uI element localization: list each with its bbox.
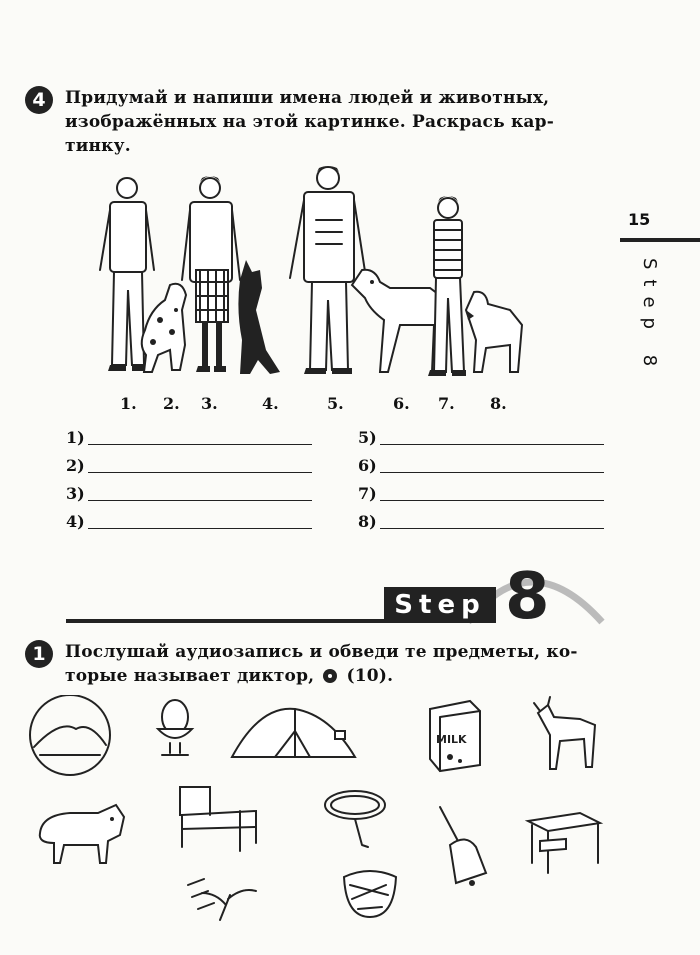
answer-number: 1): [66, 428, 85, 447]
people-and-dogs-illustration: [90, 160, 530, 390]
page-number: 15: [628, 210, 651, 229]
answer-number: 5): [358, 428, 377, 447]
exercise-1-instruction: [65, 640, 610, 688]
step-banner-label: Step: [384, 587, 496, 623]
milk-icon: [430, 701, 480, 771]
answer-line-7[interactable]: [358, 484, 377, 503]
instruction-line: тинку.: [65, 136, 131, 156]
figure-label: 3.: [201, 394, 218, 413]
side-rule: [620, 238, 700, 242]
figure-labels: [0, 394, 700, 416]
answer-line-4[interactable]: [66, 512, 85, 531]
answer-line-8[interactable]: [358, 512, 377, 531]
pig-icon: [40, 805, 124, 863]
tent-icon: [232, 709, 355, 757]
answer-line-5[interactable]: [358, 428, 377, 447]
instruction-line: изображённых на этой картинке. Раскрась кар-: [65, 112, 554, 132]
answer-number: 4): [66, 512, 85, 531]
milk-label: MILK: [436, 733, 467, 746]
answer-line-1[interactable]: [66, 428, 85, 447]
bell-icon: [440, 807, 486, 886]
instruction-text: торые называет диктор,: [65, 666, 315, 686]
figure-label: 6.: [393, 394, 410, 413]
instruction-line: Послушай аудиозапись и обведи те предметы, ко-: [65, 642, 578, 662]
step-banner-number: 8: [505, 560, 550, 634]
goat-icon: [534, 697, 595, 769]
answer-number: 7): [358, 484, 377, 503]
figure-label: 1.: [120, 394, 137, 413]
figure-label: 2.: [163, 394, 180, 413]
answer-number: 3): [66, 484, 85, 503]
side-step-label: Step 8: [639, 258, 660, 377]
answer-number: 8): [358, 512, 377, 531]
exercise-1-badge: 1: [25, 640, 53, 668]
collar-icon: [325, 791, 385, 847]
figure-label: 7.: [438, 394, 455, 413]
figure-label: 5.: [327, 394, 344, 413]
figure-label: 4.: [262, 394, 279, 413]
instruction-line: [65, 664, 610, 688]
items-illustration: [20, 695, 610, 935]
answer-number: 2): [66, 456, 85, 475]
answer-line-2[interactable]: [66, 456, 85, 475]
person-5-figure: [290, 166, 366, 374]
figure-label: 8.: [490, 394, 507, 413]
answer-line-3[interactable]: [66, 484, 85, 503]
dog-4-figure: [238, 260, 280, 374]
bed-icon: [180, 787, 256, 851]
exercise-4-instruction: [65, 86, 610, 158]
track-number: (10).: [346, 666, 394, 686]
answer-number: 6): [358, 456, 377, 475]
egg-icon: [158, 700, 192, 755]
nest-icon: [344, 871, 396, 917]
person-3-figure: [182, 176, 240, 372]
wind-icon: [188, 879, 256, 920]
dog-2-figure: [142, 284, 186, 372]
hill-icon: [30, 695, 110, 775]
audio-disc-icon: [323, 669, 337, 683]
person-7-figure: [428, 196, 466, 376]
dog-8-figure: [466, 292, 522, 372]
dog-6-figure: [352, 270, 446, 372]
exercise-4-badge: 4: [25, 86, 53, 114]
desk-icon: [528, 813, 600, 873]
answer-line-6[interactable]: [358, 456, 377, 475]
instruction-line: Придумай и напиши имена людей и животных,: [65, 88, 550, 108]
